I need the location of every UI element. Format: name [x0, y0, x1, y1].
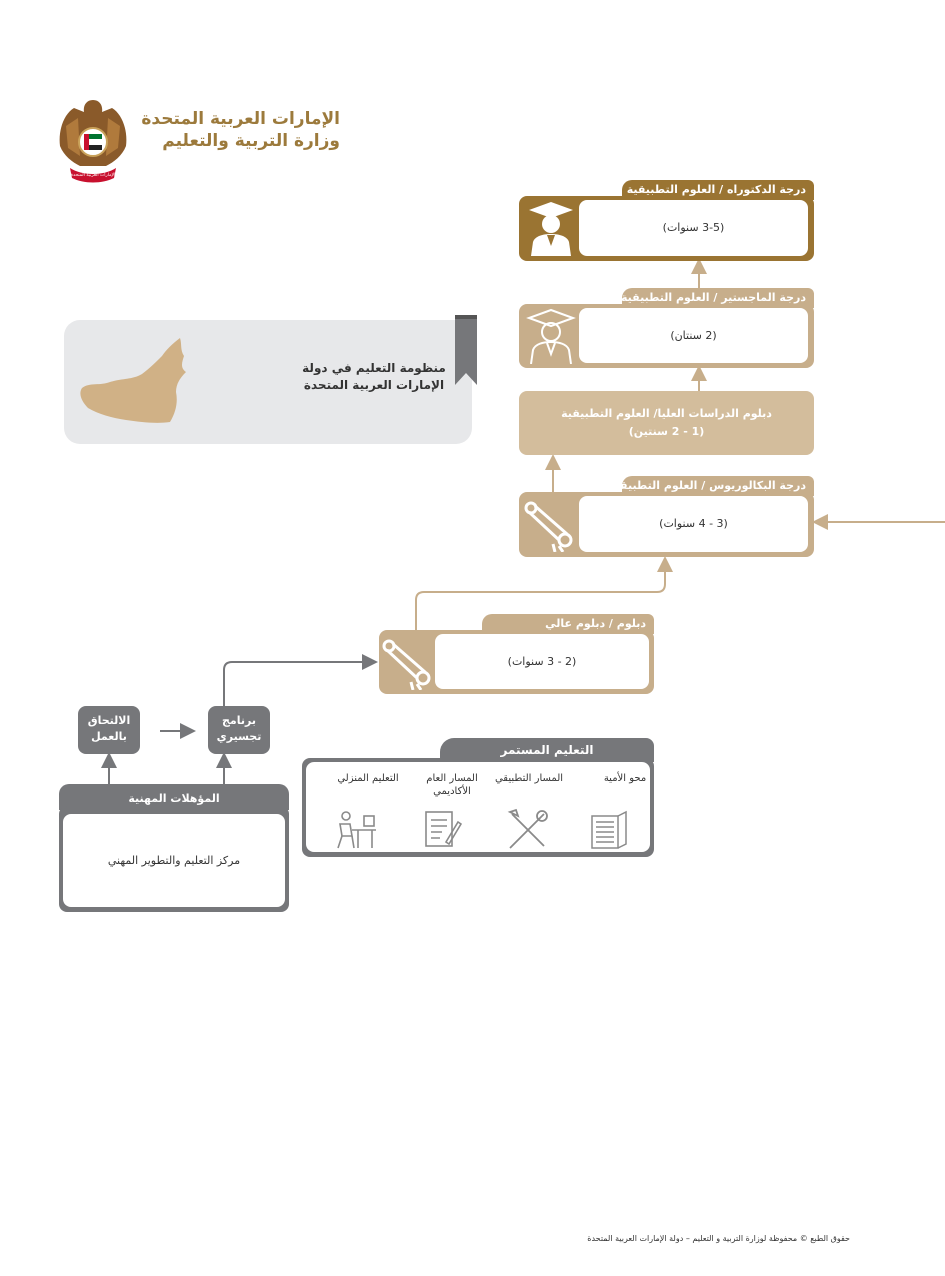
copyright-notice: حقوق الطبع © محفوظة لوزارة التربية و التعليم – دولة الإمارات العربية المتحدة	[587, 1234, 850, 1243]
document-icon	[422, 808, 462, 850]
graduate-icon	[525, 306, 577, 364]
masters-box	[519, 288, 814, 368]
doctorate-duration: (3-5 سنوات)	[579, 200, 808, 256]
ministry-title: وزارة التربية والتعليم	[162, 131, 340, 151]
masters-duration: (2 سنتان)	[579, 308, 808, 363]
masters-title: درجة الماجستير / العلوم التطبيقية	[622, 288, 814, 308]
vocational-title: المؤهلات المهنية	[59, 784, 289, 810]
continuing-education-title: التعليم المستمر	[440, 738, 654, 762]
diploma-duration: (2 - 3 سنوات)	[435, 634, 649, 689]
home-study-icon	[332, 808, 380, 850]
postgraduate-diploma-title: دبلوم الدراسات العليا/ العلوم التطبيقية	[561, 407, 772, 420]
vocational-box	[59, 784, 289, 912]
home-schooling-label: التعليم المنزلي	[337, 773, 399, 784]
diploma-scroll-icon	[381, 638, 433, 690]
diploma-scroll-icon	[523, 500, 575, 552]
doctorate-box	[519, 180, 814, 261]
book-icon	[588, 810, 632, 850]
bachelor-box	[519, 476, 814, 557]
bachelor-title: درجة البكالوريوس / العلوم التطبيقية	[622, 476, 814, 496]
postgraduate-diploma-box	[519, 391, 814, 455]
doctorate-title: درجة الدكتوراه / العلوم التطبيقية	[622, 180, 814, 200]
tools-icon	[506, 808, 550, 850]
diploma-title: دبلوم / دبلوم عالي	[482, 614, 654, 634]
employment-pill: الالتحاق بالعمل	[78, 706, 140, 754]
bachelor-duration: (3 - 4 سنوات)	[579, 496, 808, 552]
general-academic-track-label: المسار العام الأكاديمي	[426, 773, 478, 797]
diploma-box	[379, 614, 654, 694]
education-system-title-line1: منظومة التعليم في دولة	[302, 361, 446, 375]
continuing-education-box	[302, 738, 654, 857]
emblem-text: الإمارات العربية المتحدة	[70, 173, 116, 178]
ministry-country: الإمارات العربية المتحدة	[141, 109, 340, 129]
postgraduate-diploma-duration: (1 - 2 سنتين)	[628, 425, 705, 438]
education-system-title-line2: الإمارات العربية المتحدة	[303, 378, 445, 392]
vocational-center: مركز التعليم والتطوير المهني	[63, 814, 285, 907]
bridge-program-pill: برنامج تجسيري	[208, 706, 270, 754]
graduate-icon	[525, 198, 577, 256]
literacy-label: محو الأمية	[603, 773, 647, 784]
applied-track-label: المسار التطبيقي	[494, 773, 564, 784]
